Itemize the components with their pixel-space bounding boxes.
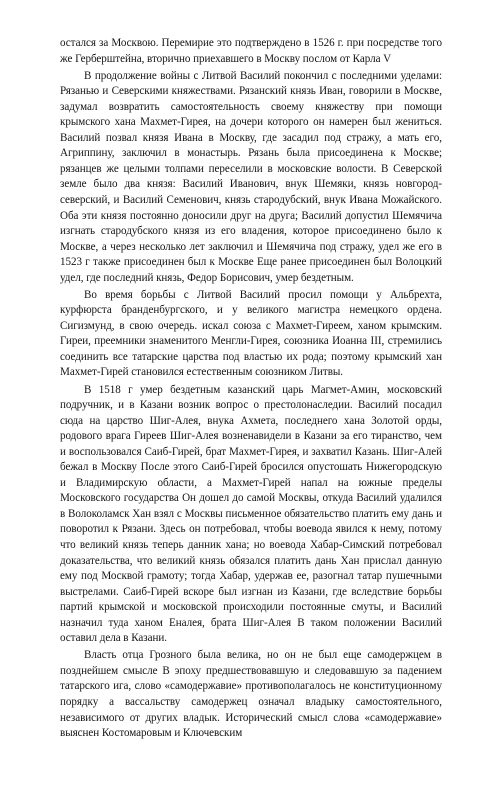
paragraph-alliances: Во время борьбы с Литвой Василий просил помощи у Альбрехта, курфюрста бранденбургского, и у великого магистра немецкого ордена. Сигизмунд, в свою очередь. искал союза с Махмет-Гиреем, ханом крымским. Гиреи, преемники знаменитого Менгли-Гирея, союзника Иоанна III, стремились соединить все татарские царства под властью их рода; поэтому крымский хан Махмет-Гирей становился естественным союзником Литвы.: [60, 288, 442, 379]
paragraph-kazan: В 1518 г умер бездетным казанский царь Магмет-Амин, московский подручник, и в Казани возник вопрос о престолонаследии. Василий посадил сюда на царство Шиг-Алея, внука Ахмета, последнего хана Золотой орды, родового врага Гиреев Шиг-Алея возненавидели в Казани за его тиранство, чем и воспользовался Саиб-Гирей, брат Махмет-Гирея, и захватил Казань. Шиг-Алей бежал в Москву После этого Саиб-Гирей бросился опустошать Нижегородскую и Владимирскую области, а Махмет-Гирей напал на южные пределы Московского государства Он дошел до самой Москвы, откуда Василий удалился в Волоколамск Хан взял с Москвы письменное обязательство платить ему дань и поворотил к Рязани. Здесь он потребовал, чтобы воевода явился к нему, потому что великий князь теперь данник хана; но воевода Хабар-Симский потребовал доказательства, что великий князь обязался платить дань Хан прислал данную ему под Москвой грамоту; тогда Хабар, удержав ее, разогнал татар пушечными выстрелами. Саиб-Гирей вскоре был изгнан из Казани, где вследствие борьбы партий крымской и московской происходили постоянные смуты, и Василий назначил туда ханом Еналея, брата Шиг-Алея В таком положении Василий оставил дела в Казани.: [60, 383, 442, 645]
paragraph-autocracy: Власть отца Грозного была велика, но он не был еще самодержцем в позднейшем смысле В эпоху предшествовавшую и следовавшую за падением татарского ига, слово «самодержавие» противополагалось не конституционному порядку а вассальству самодержец означал владыку самостоятельного, независимого от других владык. Исторический смысл слова «самодержавие» выяснен Костомаровым и Ключевским: [60, 649, 442, 740]
paragraph-appanages: В продолжение войны с Литвой Василий покончил с последними уделами: Рязанью и Северскими княжествами. Рязанский князь Иван, говорили в Москве, задумал возвратить самостоятельность своему княжеству при помощи крымского хана Махмет-Гирея, на дочери которого он намерен был жениться. Василий позвал князя Ивана в Москву, где засадил под стражу, а мать его, Агриппину, заключил в монастырь. Рязань была присоединена к Москве; рязанцев же целыми толпами переселили в московские волости. В Северской земле было два князя: Василий Иванович, внук Шемяки, князь новгород-северский, и Василий Семенович, князь стародубский, внук Ивана Можайского. Оба эти князя постоянно доносили друг на друга; Василий допустил Шемячича изгнать стародубского князя из его владения, которое присоединено было к Москве, а через несколько лет заключил и Шемячича под стражу, удел же его в 1523 г также присоединен был к Москве Еще ранее присоединен был Волоцкий удел, где последний князь, Федор Борисович, умер бездетным.: [60, 69, 442, 284]
document-page: [60, 36, 442, 742]
paragraph-continuation: остался за Москвою. Перемирие это подтверждено в 1526 г. при посредстве того же Герберштейна, вторично приехавшего в Москву послом от Карла V: [60, 37, 442, 65]
